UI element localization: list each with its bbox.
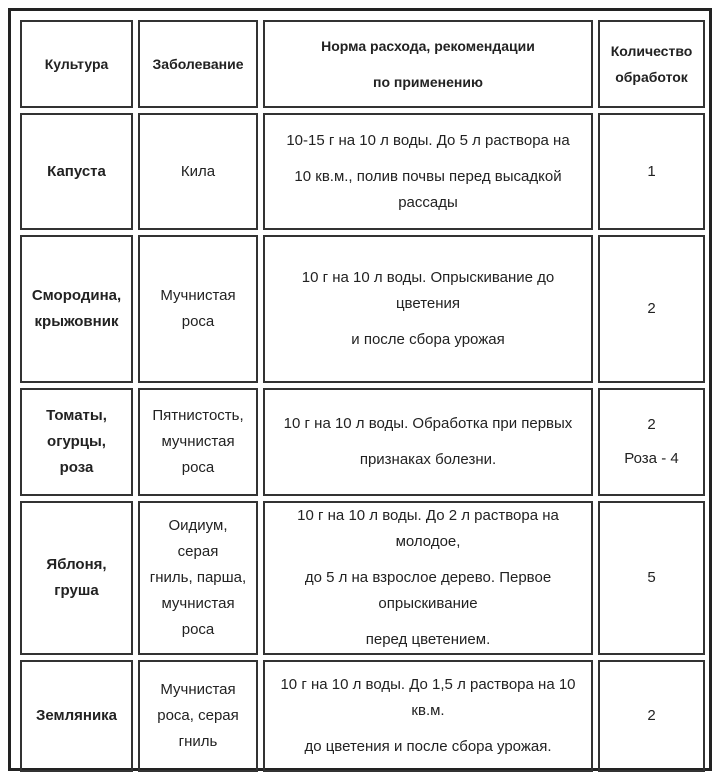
usage-cell: 10 г на 10 л воды. Обработка при первых признаках болезни. [263,388,593,496]
crop-cell: Томаты, огурцы, роза [20,388,133,496]
header-crop: Культура [20,20,133,108]
usage-cell: 10-15 г на 10 л воды. До 5 л раствора на 10 кв.м., полив почвы перед высадкой рассады [263,113,593,230]
usage-cell: 10 г на 10 л воды. Опрыскивание до цветения и после сбора урожая [263,235,593,383]
table-row [20,235,705,383]
table-row [20,660,705,772]
header-usage: Норма расхода, рекомендации по применению [263,20,593,108]
disease-cell: Пятнистость, мучнистая роса [138,388,258,496]
header-disease: Заболевание [138,20,258,108]
disease-cell: Мучнистая роса, серая гниль [138,660,258,772]
table-row [20,113,705,230]
usage-cell: 10 г на 10 л воды. До 1,5 л раствора на 10 кв.м. до цветения и после сбора урожая. [263,660,593,772]
crop-cell: Яблоня, груша [20,501,133,655]
count-cell: 2 [598,235,705,383]
count-cell: 5 [598,501,705,655]
disease-cell: Оидиум, серая гниль, парша, мучнистая роса [138,501,258,655]
crop-cell: Смородина, крыжовник [20,235,133,383]
table-row [20,501,705,655]
table-frame [8,8,712,771]
disease-cell: Мучнистая роса [138,235,258,383]
crop-cell: Земляника [20,660,133,772]
count-cell: 2 Роза - 4 [598,388,705,496]
treatment-table [15,15,710,777]
count-cell: 1 [598,113,705,230]
table-row [20,388,705,496]
table-header-row [20,20,705,108]
usage-cell: 10 г на 10 л воды. До 2 л раствора на молодое, до 5 л на взрослое дерево. Первое опрыскивание перед цветением. [263,501,593,655]
crop-cell: Капуста [20,113,133,230]
header-count: Количество обработок [598,20,705,108]
disease-cell: Кила [138,113,258,230]
count-cell: 2 [598,660,705,772]
